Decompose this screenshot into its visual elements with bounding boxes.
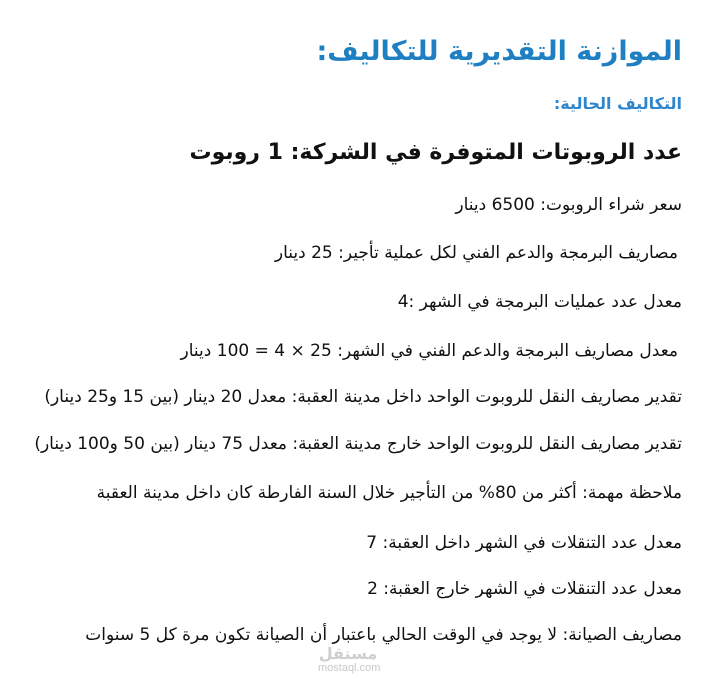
watermark xyxy=(318,644,381,675)
robot-price-line: سعر شراء الروبوت: 6500 دينار xyxy=(455,195,682,215)
trips-outside-line: معدل عدد التنقلات في الشهر خارج العقبة: 2 xyxy=(367,579,682,599)
programming-ops-per-month-line: معدل عدد عمليات البرمجة في الشهر :4 xyxy=(397,292,682,312)
section-subtitle: التكاليف الحالية: xyxy=(553,94,682,113)
transport-cost-outside-line: تقدير مصاريف النقل للروبوت الواحد خارج مدينة العقبة: معدل 75 دينار (بين 50 و100 دينار) xyxy=(34,434,682,454)
trips-inside-line: معدل عدد التنقلات في الشهر داخل العقبة: 7 xyxy=(366,533,682,553)
watermark-url: mostaql.com xyxy=(318,662,381,674)
important-note-line: ملاحظة مهمة: أكثر من 80% من التأجير خلال السنة الفارطة كان داخل مدينة العقبة xyxy=(96,483,682,503)
monthly-programming-cost-line: معدل مصاريف البرمجة والدعم الفني في الشهر: 25 × 4 = 100 دينار xyxy=(180,341,678,361)
watermark-logo: مستقل xyxy=(318,644,378,663)
robot-count-heading: عدد الروبوتات المتوفرة في الشركة: 1 روبوت xyxy=(189,140,682,165)
programming-cost-per-rental-line: مصاريف البرمجة والدعم الفني لكل عملية تأجير: 25 دينار xyxy=(274,243,678,263)
document-title: الموازنة التقديرية للتكاليف: xyxy=(316,36,682,67)
maintenance-cost-line: مصاريف الصيانة: لا يوجد في الوقت الحالي باعتبار أن الصيانة تكون مرة كل 5 سنوات xyxy=(85,625,682,645)
transport-cost-inside-line: تقدير مصاريف النقل للروبوت الواحد داخل مدينة العقبة: معدل 20 دينار (بين 15 و25 دينار) xyxy=(44,387,682,407)
